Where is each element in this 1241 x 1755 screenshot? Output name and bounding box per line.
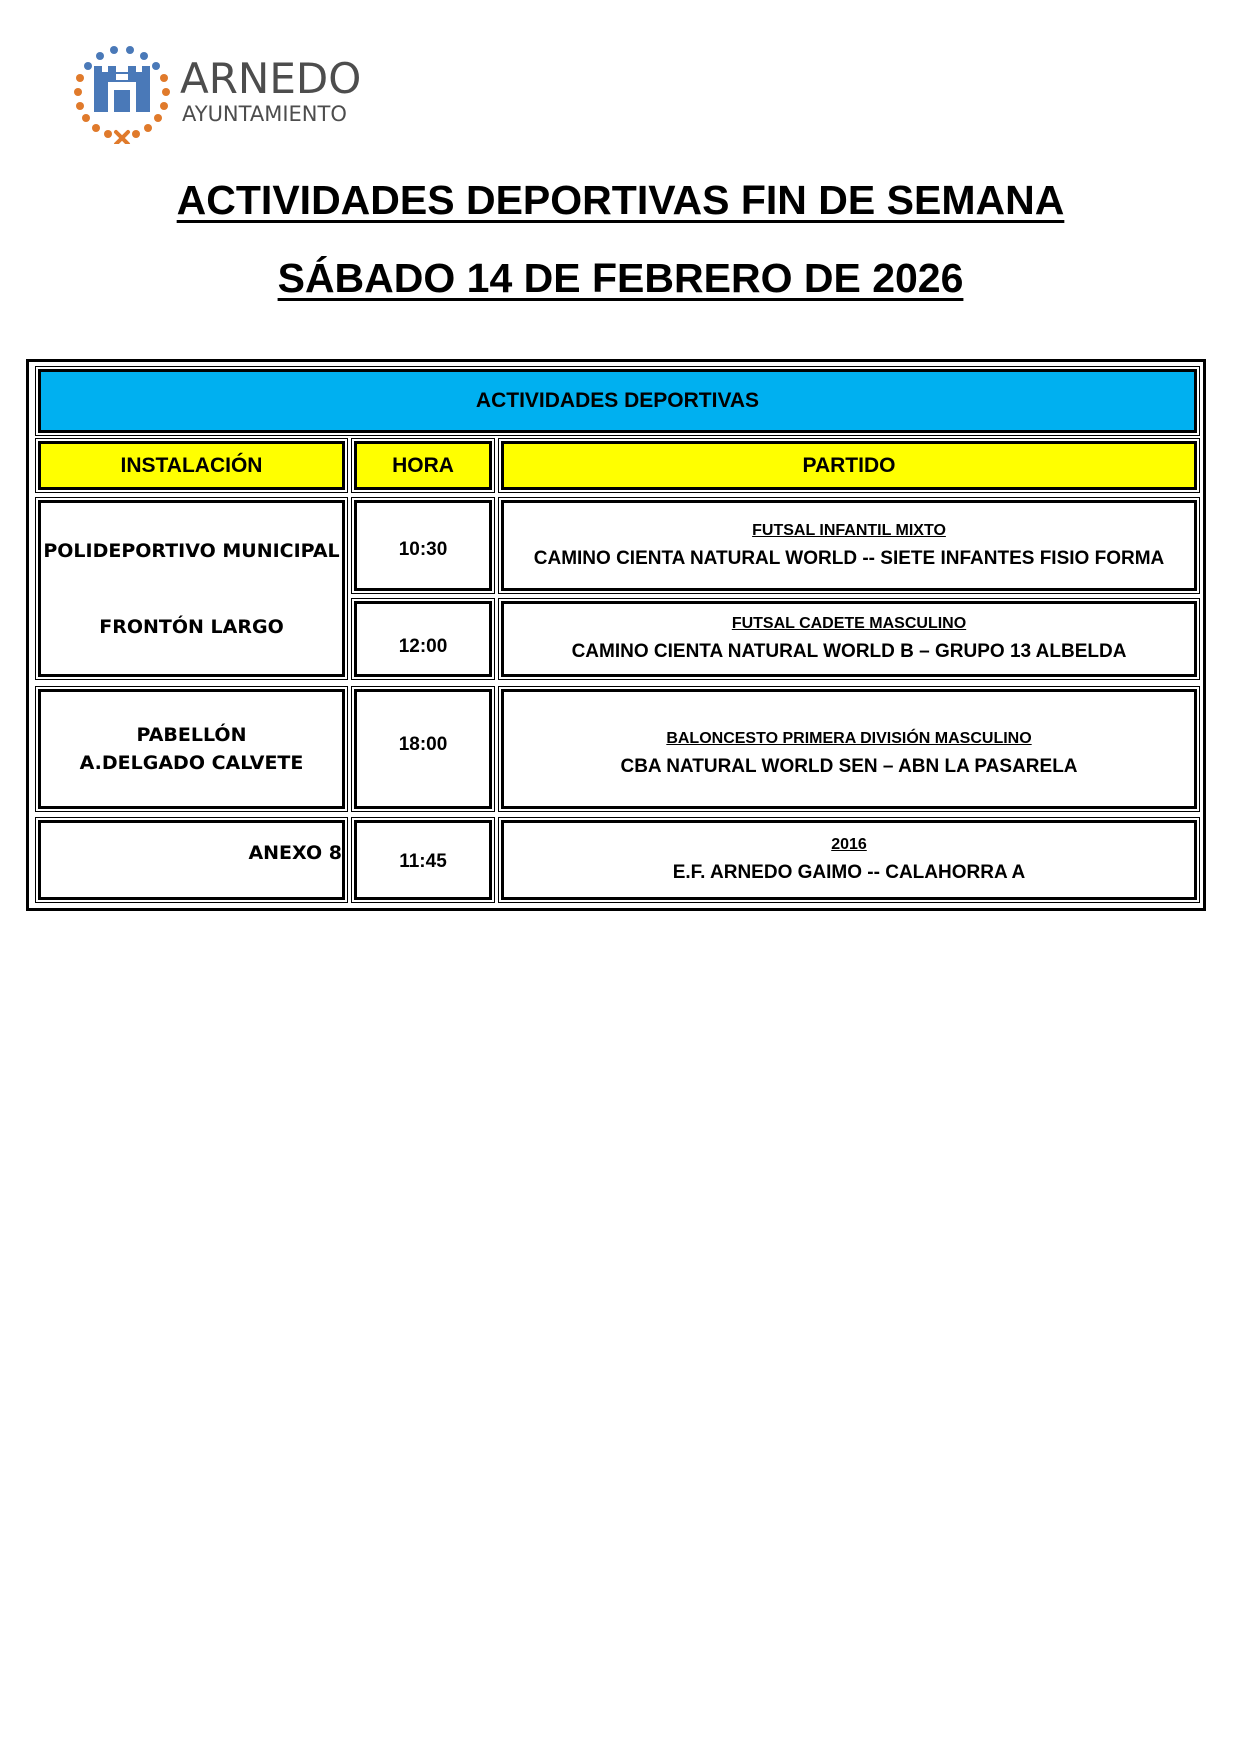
header-time: HORA bbox=[354, 441, 492, 490]
match-teams: CAMINO CIENTA NATURAL WORLD B – GRUPO 13 ALBELDA bbox=[571, 641, 1127, 662]
match-teams: CBA NATURAL WORLD SEN – ABN LA PASARELA bbox=[620, 756, 1078, 777]
venue-name: POLIDEPORTIVO MUNICIPAL bbox=[43, 539, 340, 562]
page-title: ACTIVIDADES DEPORTIVAS FIN DE SEMANA bbox=[176, 177, 1065, 223]
header-match: PARTIDO bbox=[501, 441, 1197, 490]
match-cell bbox=[501, 601, 1197, 677]
logo-name: ARNEDO bbox=[180, 54, 362, 103]
match-category: BALONCESTO PRIMERA DIVISIÓN MASCULINO bbox=[666, 730, 1032, 747]
match-category: 2016 bbox=[831, 836, 867, 853]
venue-cell bbox=[38, 500, 345, 677]
table-banner: ACTIVIDADES DEPORTIVAS bbox=[38, 369, 1197, 433]
match-cell bbox=[501, 500, 1197, 591]
logo-subtitle: AYUNTAMIENTO bbox=[182, 102, 347, 126]
arnedo-logo bbox=[72, 44, 362, 144]
venue-name: ANEXO 8 bbox=[248, 842, 342, 864]
match-category: FUTSAL INFANTIL MIXTO bbox=[752, 521, 946, 539]
header-venue: INSTALACIÓN bbox=[38, 441, 345, 490]
match-teams: E.F. ARNEDO GAIMO -- CALAHORRA A bbox=[672, 862, 1026, 883]
match-teams: CAMINO CIENTA NATURAL WORLD -- SIETE INFANTES FISIO FORMA bbox=[533, 547, 1165, 569]
venue-cell bbox=[38, 820, 345, 900]
venue-subname: FRONTÓN LARGO bbox=[99, 615, 284, 638]
venue-cell bbox=[38, 689, 345, 809]
venue-name: PABELLÓN bbox=[136, 724, 247, 746]
match-cell bbox=[501, 820, 1197, 900]
arnedo-crest-icon bbox=[72, 44, 172, 144]
match-cell bbox=[501, 689, 1197, 809]
venue-subname: A.DELGADO CALVETE bbox=[79, 752, 304, 774]
time-cell: 11:45 bbox=[354, 820, 492, 900]
time-cell: 10:30 bbox=[354, 500, 492, 591]
page-date: SÁBADO 14 DE FEBRERO DE 2026 bbox=[277, 255, 964, 301]
match-category: FUTSAL CADETE MASCULINO bbox=[731, 615, 967, 632]
time-cell: 12:00 bbox=[354, 601, 492, 677]
time-cell: 18:00 bbox=[354, 689, 492, 809]
